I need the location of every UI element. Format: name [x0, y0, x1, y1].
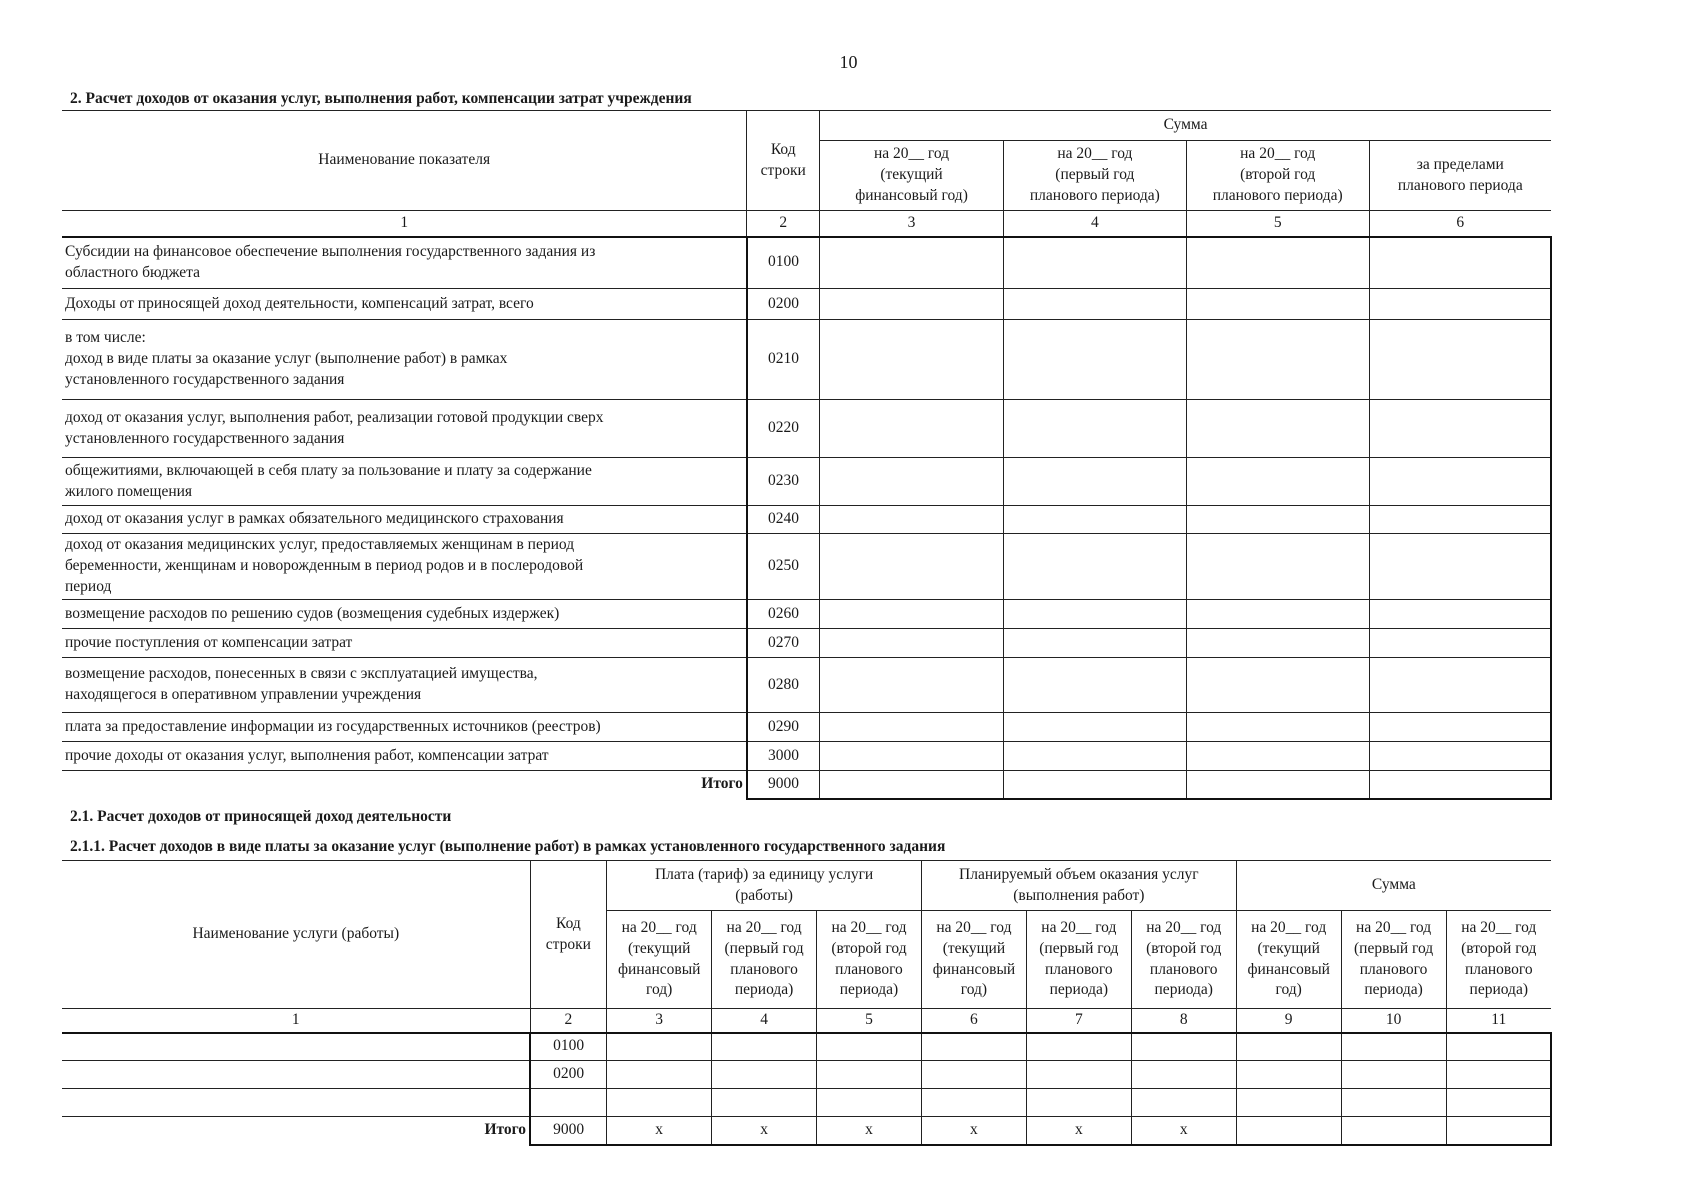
header-line-code: Код строки — [530, 861, 607, 1009]
amount-cell[interactable] — [1186, 289, 1369, 320]
header-col-first-plan-year: на 20__ год (первый год планового периода) — [1003, 141, 1186, 211]
total-row: Итого 9000 x x x x x x — [62, 1117, 1551, 1145]
header-period-first: на 20__ год (первый год планового периода) — [1026, 911, 1131, 1009]
table-row — [62, 1033, 1551, 1061]
amount-cell[interactable] — [820, 458, 1004, 506]
not-applicable-mark: x — [817, 1117, 922, 1145]
amount-cell[interactable] — [1186, 658, 1369, 713]
amount-cell[interactable] — [1186, 237, 1369, 289]
not-applicable-mark: x — [1026, 1117, 1131, 1145]
value-cell[interactable] — [921, 1089, 1026, 1117]
amount-cell[interactable] — [1186, 534, 1369, 600]
value-cell[interactable] — [1026, 1033, 1131, 1061]
value-cell[interactable] — [1446, 1089, 1551, 1117]
row-indicator-name: прочие доходы от оказания услуг, выполнения работ, компенсации затрат — [62, 742, 747, 771]
value-cell[interactable] — [817, 1089, 922, 1117]
value-cell[interactable] — [817, 1033, 922, 1061]
amount-cell[interactable] — [1186, 458, 1369, 506]
row-indicator-name: доход от оказания услуг, выполнения работ, реализации готовой продукции сверх установленного государственного задания — [62, 400, 747, 458]
value-cell[interactable] — [1131, 1089, 1236, 1117]
value-cell[interactable] — [607, 1033, 712, 1061]
column-numbers-row: 1 2 3 4 5 6 — [62, 211, 1551, 237]
value-cell[interactable] — [1341, 1089, 1446, 1117]
amount-cell[interactable] — [820, 237, 1004, 289]
value-cell[interactable] — [1341, 1117, 1446, 1145]
header-price-group: Плата (тариф) за единицу услуги (работы) — [607, 861, 922, 911]
table-row — [62, 1061, 1551, 1089]
not-applicable-mark: x — [1131, 1117, 1236, 1145]
amount-cell[interactable] — [1003, 742, 1186, 771]
row-line-code: 0230 — [747, 458, 820, 506]
row-line-code: 0220 — [747, 400, 820, 458]
table-row — [62, 658, 1551, 713]
table-row — [62, 742, 1551, 771]
row-indicator-name: Доходы от приносящей доход деятельности, компенсаций затрат, всего — [62, 289, 747, 320]
amount-cell[interactable] — [1003, 658, 1186, 713]
row-line-code: 0200 — [530, 1061, 607, 1089]
header-period-second: на 20__ год (второй год планового периода) — [1131, 911, 1236, 1009]
amount-cell[interactable] — [1369, 506, 1551, 534]
amount-cell[interactable] — [820, 658, 1004, 713]
value-cell[interactable] — [1131, 1061, 1236, 1089]
row-line-code: 0210 — [747, 320, 820, 400]
service-fee-table — [62, 860, 1552, 1146]
row-indicator-name: доход от оказания услуг в рамках обязательного медицинского страхования — [62, 506, 747, 534]
header-col-current-year: на 20__ год (текущий финансовый год) — [820, 141, 1004, 211]
header-line-code: Код строки — [747, 111, 820, 211]
amount-cell[interactable] — [1003, 506, 1186, 534]
column-numbers-row: 1 2 3 4 5 6 7 8 9 10 11 — [62, 1009, 1551, 1033]
row-line-code: 0200 — [747, 289, 820, 320]
value-cell[interactable] — [1446, 1061, 1551, 1089]
amount-cell[interactable] — [1369, 237, 1551, 289]
table-row — [62, 237, 1551, 289]
row-line-code: 0100 — [530, 1033, 607, 1061]
header-period-second: на 20__ год (второй год планового периода) — [1446, 911, 1551, 1009]
not-applicable-mark: x — [712, 1117, 817, 1145]
row-line-code: 0280 — [747, 658, 820, 713]
value-cell[interactable] — [921, 1061, 1026, 1089]
row-indicator-name: доход от оказания медицинских услуг, предоставляемых женщинам в период беременности, женщинам и новорожденным в период родов и в послеродовой период — [62, 534, 747, 600]
header-col-second-plan-year: на 20__ год (второй год планового периода) — [1186, 141, 1369, 211]
table-row — [62, 458, 1551, 506]
amount-cell[interactable] — [820, 713, 1004, 742]
amount-cell[interactable] — [1003, 713, 1186, 742]
amount-cell[interactable] — [1369, 600, 1551, 629]
row-line-code: 3000 — [747, 742, 820, 771]
amount-cell[interactable] — [1003, 400, 1186, 458]
row-service-name[interactable] — [62, 1033, 530, 1061]
value-cell[interactable] — [1341, 1061, 1446, 1089]
amount-cell[interactable] — [1003, 534, 1186, 600]
header-sum-group: Сумма — [1236, 861, 1551, 911]
row-line-code — [530, 1089, 607, 1117]
row-line-code: 0290 — [747, 713, 820, 742]
amount-cell[interactable] — [1369, 534, 1551, 600]
row-line-code: 0260 — [747, 600, 820, 629]
header-sum: Сумма — [820, 111, 1551, 141]
row-indicator-name: возмещение расходов по решению судов (возмещения судебных издержек) — [62, 600, 747, 629]
value-cell[interactable] — [1026, 1061, 1131, 1089]
amount-cell[interactable] — [1186, 600, 1369, 629]
row-indicator-name: плата за предоставление информации из государственных источников (реестров) — [62, 713, 747, 742]
header-period-cur: на 20__ год (текущий финансовый год) — [921, 911, 1026, 1009]
value-cell[interactable] — [1236, 1033, 1341, 1061]
section-2-1-1-title: 2.1.1. Расчет доходов в виде платы за оказание услуг (выполнение работ) в рамках установленного государственного задания — [70, 838, 946, 855]
amount-cell[interactable] — [820, 289, 1004, 320]
header-service-name: Наименование услуги (работы) — [62, 861, 530, 1009]
amount-cell[interactable] — [1369, 458, 1551, 506]
header-period-first: на 20__ год (первый год планового периода) — [712, 911, 817, 1009]
amount-cell[interactable] — [820, 400, 1004, 458]
amount-cell[interactable] — [1003, 289, 1186, 320]
amount-cell[interactable] — [1003, 600, 1186, 629]
value-cell[interactable] — [1131, 1033, 1236, 1061]
value-cell[interactable] — [921, 1033, 1026, 1061]
table-row — [62, 629, 1551, 658]
amount-cell[interactable] — [1003, 629, 1186, 658]
amount-cell[interactable] — [1369, 742, 1551, 771]
table-row — [62, 1089, 1551, 1117]
row-line-code: 0240 — [747, 506, 820, 534]
row-service-name[interactable] — [62, 1061, 530, 1089]
amount-cell[interactable] — [820, 600, 1004, 629]
amount-cell[interactable] — [820, 629, 1004, 658]
amount-cell[interactable] — [1003, 458, 1186, 506]
value-cell[interactable] — [817, 1061, 922, 1089]
row-service-name[interactable] — [62, 1089, 530, 1117]
value-cell[interactable] — [1236, 1089, 1341, 1117]
amount-cell[interactable] — [1186, 742, 1369, 771]
value-cell[interactable] — [1446, 1033, 1551, 1061]
value-cell[interactable] — [712, 1033, 817, 1061]
table-row — [62, 320, 1551, 400]
amount-cell[interactable] — [1186, 629, 1369, 658]
value-cell[interactable] — [607, 1061, 712, 1089]
table-row — [62, 400, 1551, 458]
value-cell[interactable] — [712, 1089, 817, 1117]
amount-cell[interactable] — [1369, 713, 1551, 742]
value-cell[interactable] — [607, 1089, 712, 1117]
header-period-first: на 20__ год (первый год планового периода) — [1341, 911, 1446, 1009]
not-applicable-mark: x — [607, 1117, 712, 1145]
value-cell[interactable] — [1236, 1117, 1341, 1145]
row-indicator-name: в том числе: доход в виде платы за оказание услуг (выполнение работ) в рамках установленного государственного задания — [62, 320, 747, 400]
row-indicator-name: Субсидии на финансовое обеспечение выполнения государственного задания из областного бюджета — [62, 237, 747, 289]
table-row — [62, 534, 1551, 600]
row-line-code: 0250 — [747, 534, 820, 600]
table-row — [62, 289, 1551, 320]
amount-cell[interactable] — [820, 534, 1004, 600]
row-line-code: 0100 — [747, 237, 820, 289]
table-row — [62, 600, 1551, 629]
row-indicator-name: общежитиями, включающей в себя плату за пользование и плату за содержание жилого помещения — [62, 458, 747, 506]
header-volume-group: Планируемый объем оказания услуг (выполнения работ) — [921, 861, 1236, 911]
page-number: 10 — [839, 52, 858, 72]
amount-cell[interactable] — [1186, 506, 1369, 534]
header-period-cur: на 20__ год (текущий финансовый год) — [1236, 911, 1341, 1009]
table-row — [62, 506, 1551, 534]
amount-cell[interactable] — [820, 320, 1004, 400]
section-2-1-title: 2.1. Расчет доходов от приносящей доход деятельности — [70, 808, 452, 825]
not-applicable-mark: x — [921, 1117, 1026, 1145]
value-cell[interactable] — [712, 1061, 817, 1089]
income-table — [62, 110, 1552, 800]
amount-cell[interactable] — [1369, 400, 1551, 458]
row-line-code: 0270 — [747, 629, 820, 658]
amount-cell[interactable] — [820, 742, 1004, 771]
table-row — [62, 713, 1551, 742]
amount-cell[interactable] — [1186, 713, 1369, 742]
row-indicator-name: возмещение расходов, понесенных в связи с эксплуатацией имущества, находящегося в оперативном управлении учреждения — [62, 658, 747, 713]
value-cell[interactable] — [1026, 1089, 1131, 1117]
amount-cell[interactable] — [1003, 237, 1186, 289]
header-col-beyond-plan: за пределами планового периода — [1369, 141, 1551, 211]
amount-cell[interactable] — [820, 506, 1004, 534]
total-row: Итого 9000 — [62, 771, 1551, 799]
amount-cell[interactable] — [1369, 658, 1551, 713]
amount-cell[interactable] — [1369, 320, 1551, 400]
amount-cell[interactable] — [1186, 320, 1369, 400]
amount-cell[interactable] — [1003, 320, 1186, 400]
amount-cell[interactable] — [1369, 629, 1551, 658]
value-cell[interactable] — [1341, 1033, 1446, 1061]
amount-cell[interactable] — [1186, 400, 1369, 458]
row-indicator-name: прочие поступления от компенсации затрат — [62, 629, 747, 658]
header-period-cur: на 20__ год (текущий финансовый год) — [607, 911, 712, 1009]
value-cell[interactable] — [1236, 1061, 1341, 1089]
amount-cell[interactable] — [1369, 289, 1551, 320]
value-cell[interactable] — [1446, 1117, 1551, 1145]
section-2-title: 2. Расчет доходов от оказания услуг, выполнения работ, компенсации затрат учреждения — [70, 90, 692, 107]
header-indicator-name: Наименование показателя — [62, 111, 747, 211]
header-period-second: на 20__ год (второй год планового периода) — [817, 911, 922, 1009]
